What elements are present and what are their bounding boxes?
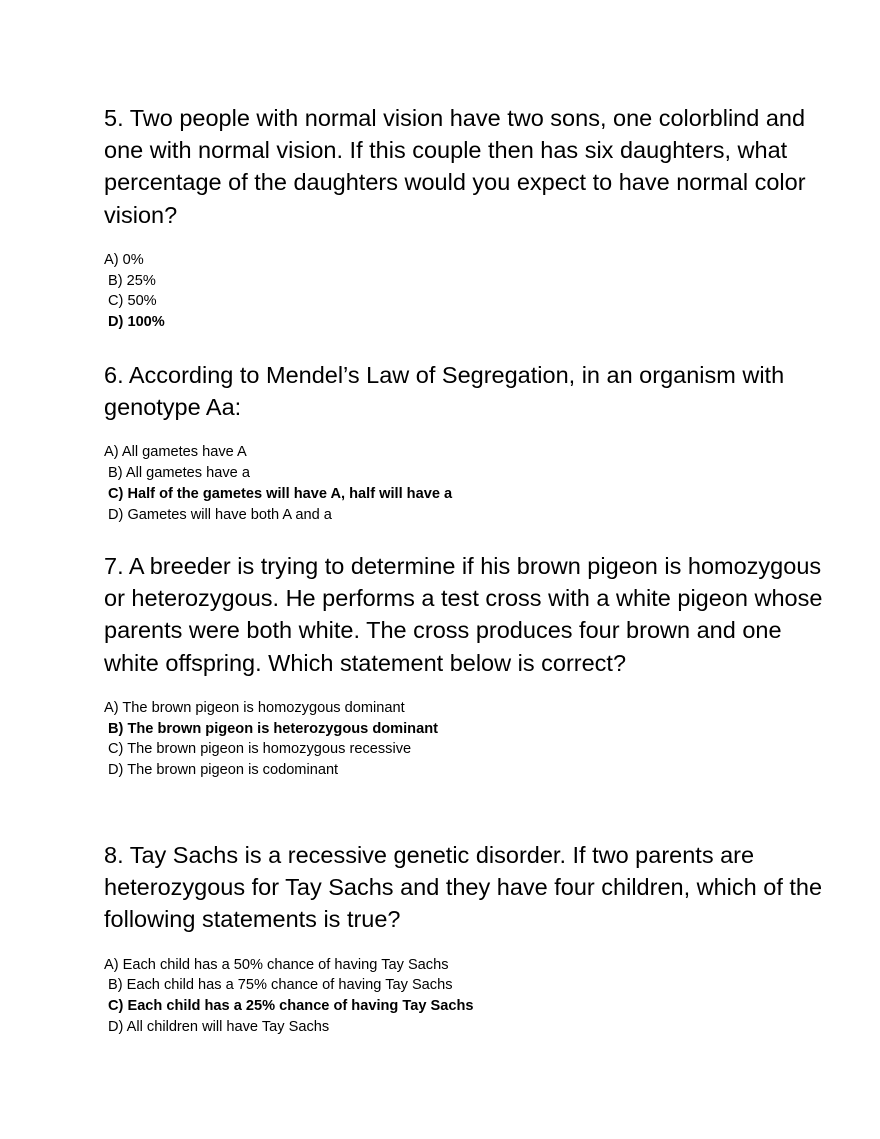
option-b: B) All gametes have a (108, 465, 250, 482)
option-c: C) 50% (108, 293, 157, 310)
option-d-correct: D) 100% (108, 314, 165, 331)
question-7 (104, 550, 824, 781)
option-a: A) The brown pigeon is homozygous dominant (104, 699, 405, 716)
answer-options (104, 698, 824, 781)
question-6 (104, 359, 824, 526)
question-text: 8. Tay Sachs is a recessive genetic disorder. If two parents are heterozygous for Tay Sachs and they have four children, which of the following statements is true? (104, 842, 823, 933)
question-8 (104, 839, 824, 1038)
option-d: D) Gametes will have both A and a (108, 506, 332, 523)
question-5 (104, 102, 824, 333)
option-a: A) 0% (104, 251, 144, 268)
answer-options (104, 955, 824, 1038)
question-text: 6. According to Mendel’s Law of Segregation, in an organism with genotype Aa: (104, 362, 785, 421)
option-b: B) Each child has a 75% chance of having Tay Sachs (108, 977, 453, 994)
option-a: A) Each child has a 50% chance of having Tay Sachs (104, 956, 449, 973)
question-text: 5. Two people with normal vision have two sons, one colorblind and one with normal vision. If this couple then has six daughters, what percentage of the daughters would you expect to have normal color vision? (104, 105, 806, 228)
option-c-correct: C) Each child has a 25% chance of having Tay Sachs (108, 998, 474, 1015)
answer-options (104, 250, 824, 333)
option-a: A) All gametes have A (104, 444, 247, 461)
option-d: D) All children will have Tay Sachs (108, 1019, 330, 1035)
option-d: D) The brown pigeon is codominant (108, 762, 339, 779)
option-b-correct: B) The brown pigeon is heterozygous dominant (108, 720, 438, 737)
option-c: C) The brown pigeon is homozygous recessive (108, 741, 412, 758)
answer-options (104, 442, 824, 525)
question-text: 7. A breeder is trying to determine if his brown pigeon is homozygous or heterozygous. He performs a test cross with a white pigeon whose parents were both white. The cross produces four brown and one white offspring. Which statement below is correct? (104, 553, 823, 676)
option-c-correct: C) Half of the gametes will have A, half will have a (108, 486, 453, 502)
option-b: B) 25% (108, 272, 156, 289)
